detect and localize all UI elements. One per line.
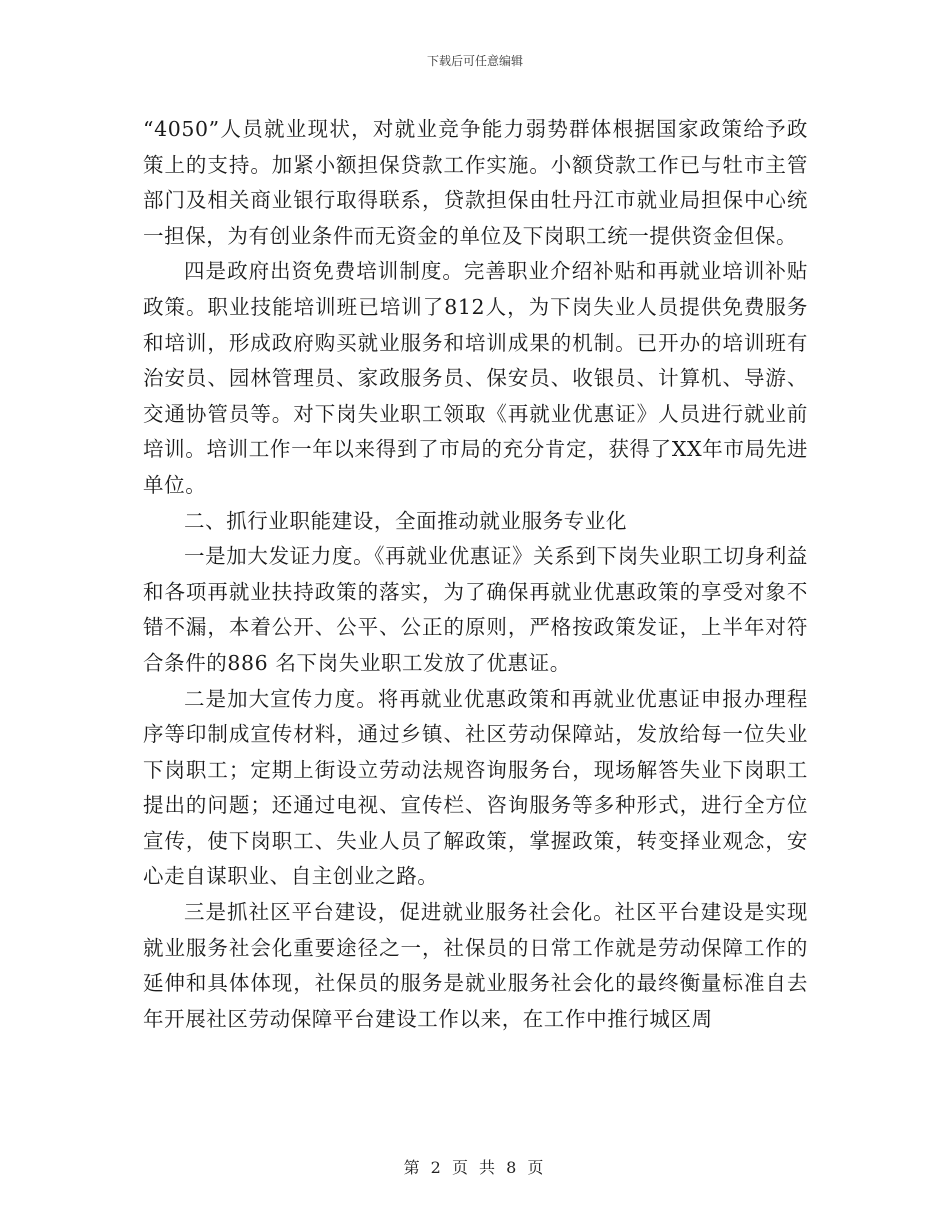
page-footer: 第 2 页 共 8 页 bbox=[403, 1158, 547, 1177]
paragraph-training-policy: 四是政府出资免费培训制度。完善职业介绍补贴和再就业培训补贴政策。职业技能培训班已培训了812人，为下岗失业人员提供免费服务和培训，形成政府购买就业服务和培训成果的机制。已开办的培训班有治安员、园林管理员、家政服务员、保安员、收银员、计算机、导游、交通协管员等。对下岗失业职工领取《再就业优惠证》人员进行就业前培训。培训工作一年以来得到了市局的充分肯定，获得了XX年市局先进单位。 bbox=[143, 259, 808, 497]
paragraph-continuation: “4050”人员就业现状，对就业竞争能力弱势群体根据国家政策给予政策上的支持。加紧小额担保贷款工作实施。小额贷款工作已与牡市主管部门及相关商业银行取得联系，贷款担保由牡丹江市就业局担保中心统一担保，为有创业条件而无资金的单位及下岗职工统一提供资金但保。 bbox=[143, 117, 808, 248]
paragraph-community-platform: 三是抓社区平台建设，促进就业服务社会化。社区平台建设是实现就业服务社会化重要途径之一，社保员的日常工作就是劳动保障工作的延伸和具体体现，社保员的服务是就业服务社会化的最终衡量标准自去年开展社区劳动保障平台建设工作以来，在工作中推行城区周 bbox=[143, 900, 808, 1031]
page-header: 下载后可任意编辑 bbox=[426, 54, 523, 68]
document-body bbox=[143, 112, 808, 1037]
paragraph-certificates: 一是加大发证力度。《再就业优惠证》关系到下岗失业职工切身利益和各项再就业扶持政策的落实，为了确保再就业优惠政策的享受对象不错不漏，本着公开、公平、公正的原则，严格按政策发证，上半年对符合条件的886 名下岗失业职工发放了优惠证。 bbox=[143, 544, 808, 675]
paragraph-publicity: 二是加大宣传力度。将再就业优惠政策和再就业优惠证申报办理程序等印制成宣传材料，通过乡镇、社区劳动保障站，发放给每一位失业下岗职工；定期上街设立劳动法规咨询服务台，现场解答失业下岗职工提出的问题；还通过电视、宣传栏、咨询服务等多种形式，进行全方位宣传，使下岗职工、失业人员了解政策，掌握政策，转变择业观念，安心走自谋职业、自主创业之路。 bbox=[143, 686, 808, 889]
section-heading: 二、抓行业职能建设，全面推动就业服务专业化 bbox=[184, 508, 628, 533]
